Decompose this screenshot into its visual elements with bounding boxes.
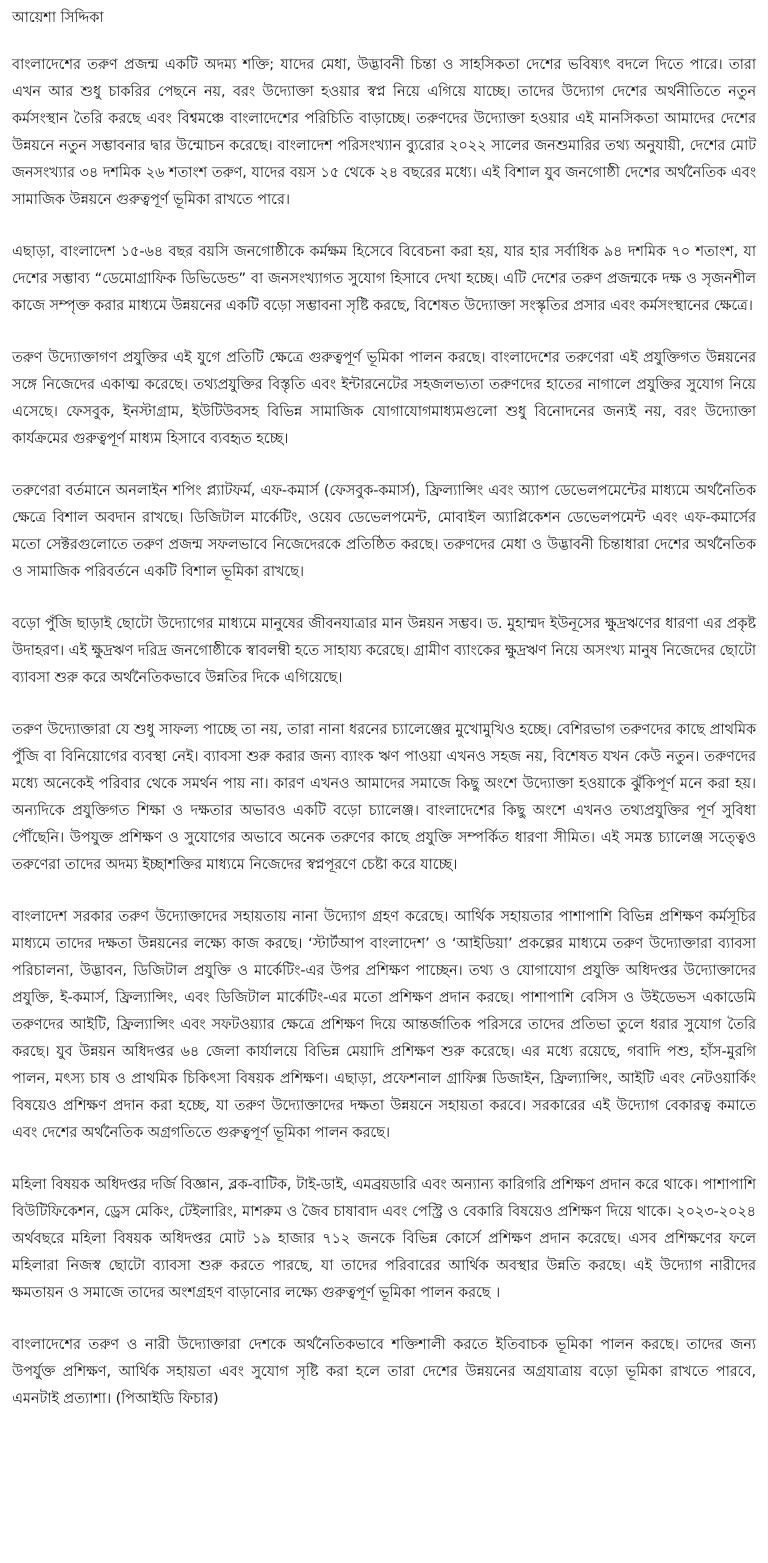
paragraph-conclusion: বাংলাদেশের তরুণ ও নারী উদ্যোক্তারা দেশকে অর্থনৈতিকভাবে শক্তিশালী করতে ইতিবাচক ভূমিকা পালন করছে। তাদের জন্য উপর্যুক্ত প্রশিক্ষণ, আর্থিক সহায়তা এবং সুযোগ সৃষ্টি করা হলে তারা দেশের উন্নয়নের অগ্রযাত্রায় বড়ো ভূমিকা রাখতে পারবে, এমনটাই প্রত্যাশা। (পিআইডি ফিচার) bbox=[12, 1337, 756, 1407]
paragraph-technology: তরুণ উদ্যোক্তাগণ প্রযুক্তির এই যুগে প্রতিটি ক্ষেত্রে গুরুত্বপূর্ণ ভূমিকা পালন করছে। বাংলাদেশের তরুণেরা এই প্রযুক্তিগত উন্নয়নের সঙ্গে নিজেদের একাত্ম করেছে। তথ্যপ্রযুক্তির বিস্তৃতি এবং ইন্টারনেটের সহজলভ্যতা তরুণদের হাতের নাগালে প্রযুক্তির সুযোগ নিয়ে এসেছে। ফেসবুক, ইনস্টাগ্রাম, ইউটিউবসহ বিভিন্ন সামাজিক যোগাযোগমাধ্যমগুলো শুধু বিনোদনের জন্যই নয়, বরং উদ্যোক্তা কার্যক্রমের গুরুত্বপূর্ণ মাধ্যম হিসাবে ব্যবহৃত হচ্ছে। bbox=[12, 350, 756, 447]
paragraph-challenges: তরুণ উদ্যোক্তারা যে শুধু সাফল্য পাচ্ছে তা নয়, তারা নানা ধরনের চ্যালেঞ্জের মুখোমুখিও হচ্ছে। বেশিরভাগ তরুণদের কাছে প্রাথমিক পুঁজি বা বিনিয়োগের ব্যবস্থা নেই। ব্যাবসা শুরু করার জন্য ব্যাংক ঋণ পাওয়া এখনও সহজ নয়, বিশেষত যখন কেউ নতুন। তরুণদের মধ্যে অনেকেই পরিবার থেকে সমর্থন পায় না। কারণ এখনও আমাদের সমাজে কিছু অংশে উদ্যোক্তা হওয়াকে ঝুঁকিপূর্ণ মনে করা হয়। অন্যদিকে প্রযুক্তিগত শিক্ষা ও দক্ষতার অভাবও একটি বড়ো চ্যালেঞ্জ। বাংলাদেশের কিছু অংশে এখনও তথ্যপ্রযুক্তির পূর্ণ সুবিধা পৌঁছেনি। উপযুক্ত প্রশিক্ষণ ও সুযোগের অভাবে অনেক তরুণের কাছে প্রযুক্তি সম্পর্কিত ধারণা সীমিত। এই সমস্ত চ্যালেঞ্জ সত্ত্বেও তরুণেরা তাদের অদম্য ইচ্ছাশক্তির মাধ্যমে নিজেদের স্বপ্নপূরণে চেষ্টা করে যাচ্ছে। bbox=[12, 722, 756, 873]
paragraph-government-initiatives: বাংলাদেশ সরকার তরুণ উদ্যোক্তাদের সহায়তায় নানা উদ্যোগ গ্রহণ করেছে। আর্থিক সহায়তার পাশাপাশি বিভিন্ন প্রশিক্ষণ কর্মসূচির মাধ্যমে তাদের দক্ষতা উন্নয়নের লক্ষ্যে কাজ করছে। ‘স্টার্টআপ বাংলাদেশ’ ও ‘আইডিয়া’ প্রকল্পের মাধ্যমে তরুণ উদ্যোক্তারা ব্যাবসা পরিচালনা, উদ্ভাবন, ডিজিটাল প্রযুক্তি ও মার্কেটিং-এর উপর প্রশিক্ষণ পাচ্ছেন। তথ্য ও যোগাযোগ প্রযুক্তি অধিদপ্তর উদ্যোক্তাদের প্রযুক্তি, ই-কমার্স, ফ্রিল্যান্সিং, এবং ডিজিটাল মার্কেটিং-এর মতো প্রশিক্ষণ প্রদান করছে। পাশাপাশি বেসিস ও উইডেভস একাডেমি তরুণদের আইটি, ফ্রিল্যান্সিং এবং সফটওয়্যার ক্ষেত্রে প্রশিক্ষণ দিয়ে আন্তর্জাতিক পরিসরে তাদের প্রতিভা তুলে ধরার সুযোগ তৈরি করছে। যুব উন্নয়ন অধিদপ্তর ৬৪ জেলা কার্যালয়ে বিভিন্ন মেয়াদি প্রশিক্ষণ শুরু করেছে। এর মধ্যে রয়েছে, গবাদি পশু, হাঁস-মুরগি পালন, মৎস্য চাষ ও প্রাথমিক চিকিৎসা বিষয়ক প্রশিক্ষণ। এছাড়া, প্রফেশনাল গ্রাফিক্স ডিজাইন, ফ্রিল্যান্সিং, আইটি এবং নেটওয়ার্কিং বিষয়েও প্রশিক্ষণ প্রদান করা হচ্ছে, যা তরুণ উদ্যোক্তাদের দক্ষতা উন্নয়নে সহায়তা করবে। সরকারের এই উদ্যোগ বেকারত্ব কমাতে এবং দেশের অর্থনৈতিক অগ্রগতিতে গুরুত্বপূর্ণ ভূমিকা পালন করছে। bbox=[12, 909, 756, 1141]
paragraph-intro: বাংলাদেশের তরুণ প্রজন্ম একটি অদম্য শক্তি; যাদের মেধা, উদ্ভাবনী চিন্তা ও সাহসিকতা দেশের ভবিষ্যৎ বদলে দিতে পারে। তারা এখন আর শুধু চাকরির পেছনে নয়, বরং উদ্যোক্তা হওয়ার স্বপ্ন নিয়ে এগিয়ে যাচ্ছে। তাদের উদ্যোগ দেশের অর্থনীতিতে নতুন কর্মসংস্থান তৈরি করছে এবং বিশ্বমঞ্চে বাংলাদেশের পরিচিতি বাড়াচ্ছে। তরুণদের উদ্যোক্তা হওয়ার এই মানসিকতা আমাদের দেশের উন্নয়নে নতুন সম্ভাবনার দ্বার উন্মোচন করেছে। বাংলাদেশ পরিসংখ্যান ব্যুরোর ২০২২ সালের জনশুমারির তথ্য অনুযায়ী, দেশের মোট জনসংখ্যার ৩৪ দশমিক ২৬ শতাংশ তরুণ, যাদের বয়স ১৫ থেকে ২৪ বছরের মধ্যে। এই বিশাল যুব জনগোষ্ঠী দেশের অর্থনৈতিক এবং সামাজিক উন্নয়নে গুরুত্বপূর্ণ ভূমিকা রাখতে পারে। bbox=[12, 57, 756, 208]
paragraph-women-affairs: মহিলা বিষয়ক অধিদপ্তর দর্জি বিজ্ঞান, ব্লক-বাটিক, টাই-ডাই, এমব্রয়ডারি এবং অন্যান্য কারিগরি প্রশিক্ষণ প্রদান করে থাকে। পাশাপাশি বিউটিফিকেশন, ড্রেস মেকিং, টেইলারিং, মাশরুম ও জৈব চাষাবাদ এবং পেস্ট্রি ও বেকারি বিষয়েও প্রশিক্ষণ দিয়ে থাকে। ২০২৩-২০২৪ অর্থবছরে মহিলা বিষয়ক অধিদপ্তর মোট ১৯ হাজার ৭১২ জনকে বিভিন্ন কোর্সে প্রশিক্ষণ প্রদান করেছে। এসব প্রশিক্ষণের ফলে মহিলারা নিজস্ব ছোটো ব্যাবসা শুরু করতে পারছে, যা তাদের পরিবারের আর্থিক অবস্থার উন্নতি করছে। এই উদ্যোগ নারীদের ক্ষমতায়ন ও সমাজে তাদের অংশগ্রহণ বাড়ানোর লক্ষ্যে গুরুত্বপূর্ণ ভূমিকা পালন করছে । bbox=[12, 1177, 756, 1301]
paragraph-demographic-dividend: এছাড়া, বাংলাদেশ ১৫-৬৪ বছর বয়সি জনগোষ্ঠীকে কর্মক্ষম হিসেবে বিবেচনা করা হয়, যার হার সর্বাধিক ৯৪ দশমিক ৭০ শতাংশ, যা দেশের সম্ভাব্য “ডেমোগ্রাফিক ডিভিডেন্ড” বা জনসংখ্যাগত সুযোগ হিসাবে দেখা হচ্ছে। এটি দেশের তরুণ প্রজন্মকে দক্ষ ও সৃজনশীল কাজে সম্পৃক্ত করার মাধ্যমে উন্নয়নের একটি বড়ো সম্ভাবনা সৃষ্টি করছে, বিশেষত উদ্যোক্তা সংস্কৃতির প্রসার এবং কর্মসংস্থানের ক্ষেত্রে। bbox=[12, 244, 756, 314]
author-name: আয়েশা সিদ্দিকা bbox=[12, 10, 104, 26]
paragraph-online-business: তরুণেরা বর্তমানে অনলাইন শপিং প্ল্যাটফর্ম, এফ-কমার্স (ফেসবুক-কমার্স), ফ্রিল্যান্সিং এবং অ্যাপ ডেভেলপমেন্টের মাধ্যমে অর্থনৈতিক ক্ষেত্রে বিশাল অবদান রাখছে। ডিজিটাল মার্কেটিং, ওয়েব ডেভেলপমেন্ট, মোবাইল অ্যাপ্লিকেশন ডেভেলপমেন্ট এবং এফ-কমার্সের মতো সেক্টরগুলোতে তরুণ প্রজন্ম সফলভাবে নিজেদেরকে প্রতিষ্ঠিত করছে। তরুণদের মেধা ও উদ্ভাবনী চিন্তাধারা দেশের অর্থনৈতিক ও সামাজিক পরিবর্তনে একটি বিশাল ভূমিকা রাখছে। bbox=[12, 483, 756, 580]
paragraph-microcredit: বড়ো পুঁজি ছাড়াই ছোটো উদ্যোগের মাধ্যমে মানুষের জীবনযাত্রার মান উন্নয়ন সম্ভব। ড. মুহাম্মদ ইউনূসের ক্ষুদ্রঋণের ধারণা এর প্রকৃষ্ট উদাহরণ। এই ক্ষুদ্রঋণ দরিদ্র জনগোষ্ঠীকে স্বাবলম্বী হতে সাহায্য করেছে। গ্রামীণ ব্যাংকের ক্ষুদ্রঋণ নিয়ে অসংখ্য মানুষ নিজেদের ছোটো ব্যাবসা শুরু করে অর্থনৈতিকভাবে উন্নতির দিকে এগিয়েছে। bbox=[12, 616, 756, 686]
